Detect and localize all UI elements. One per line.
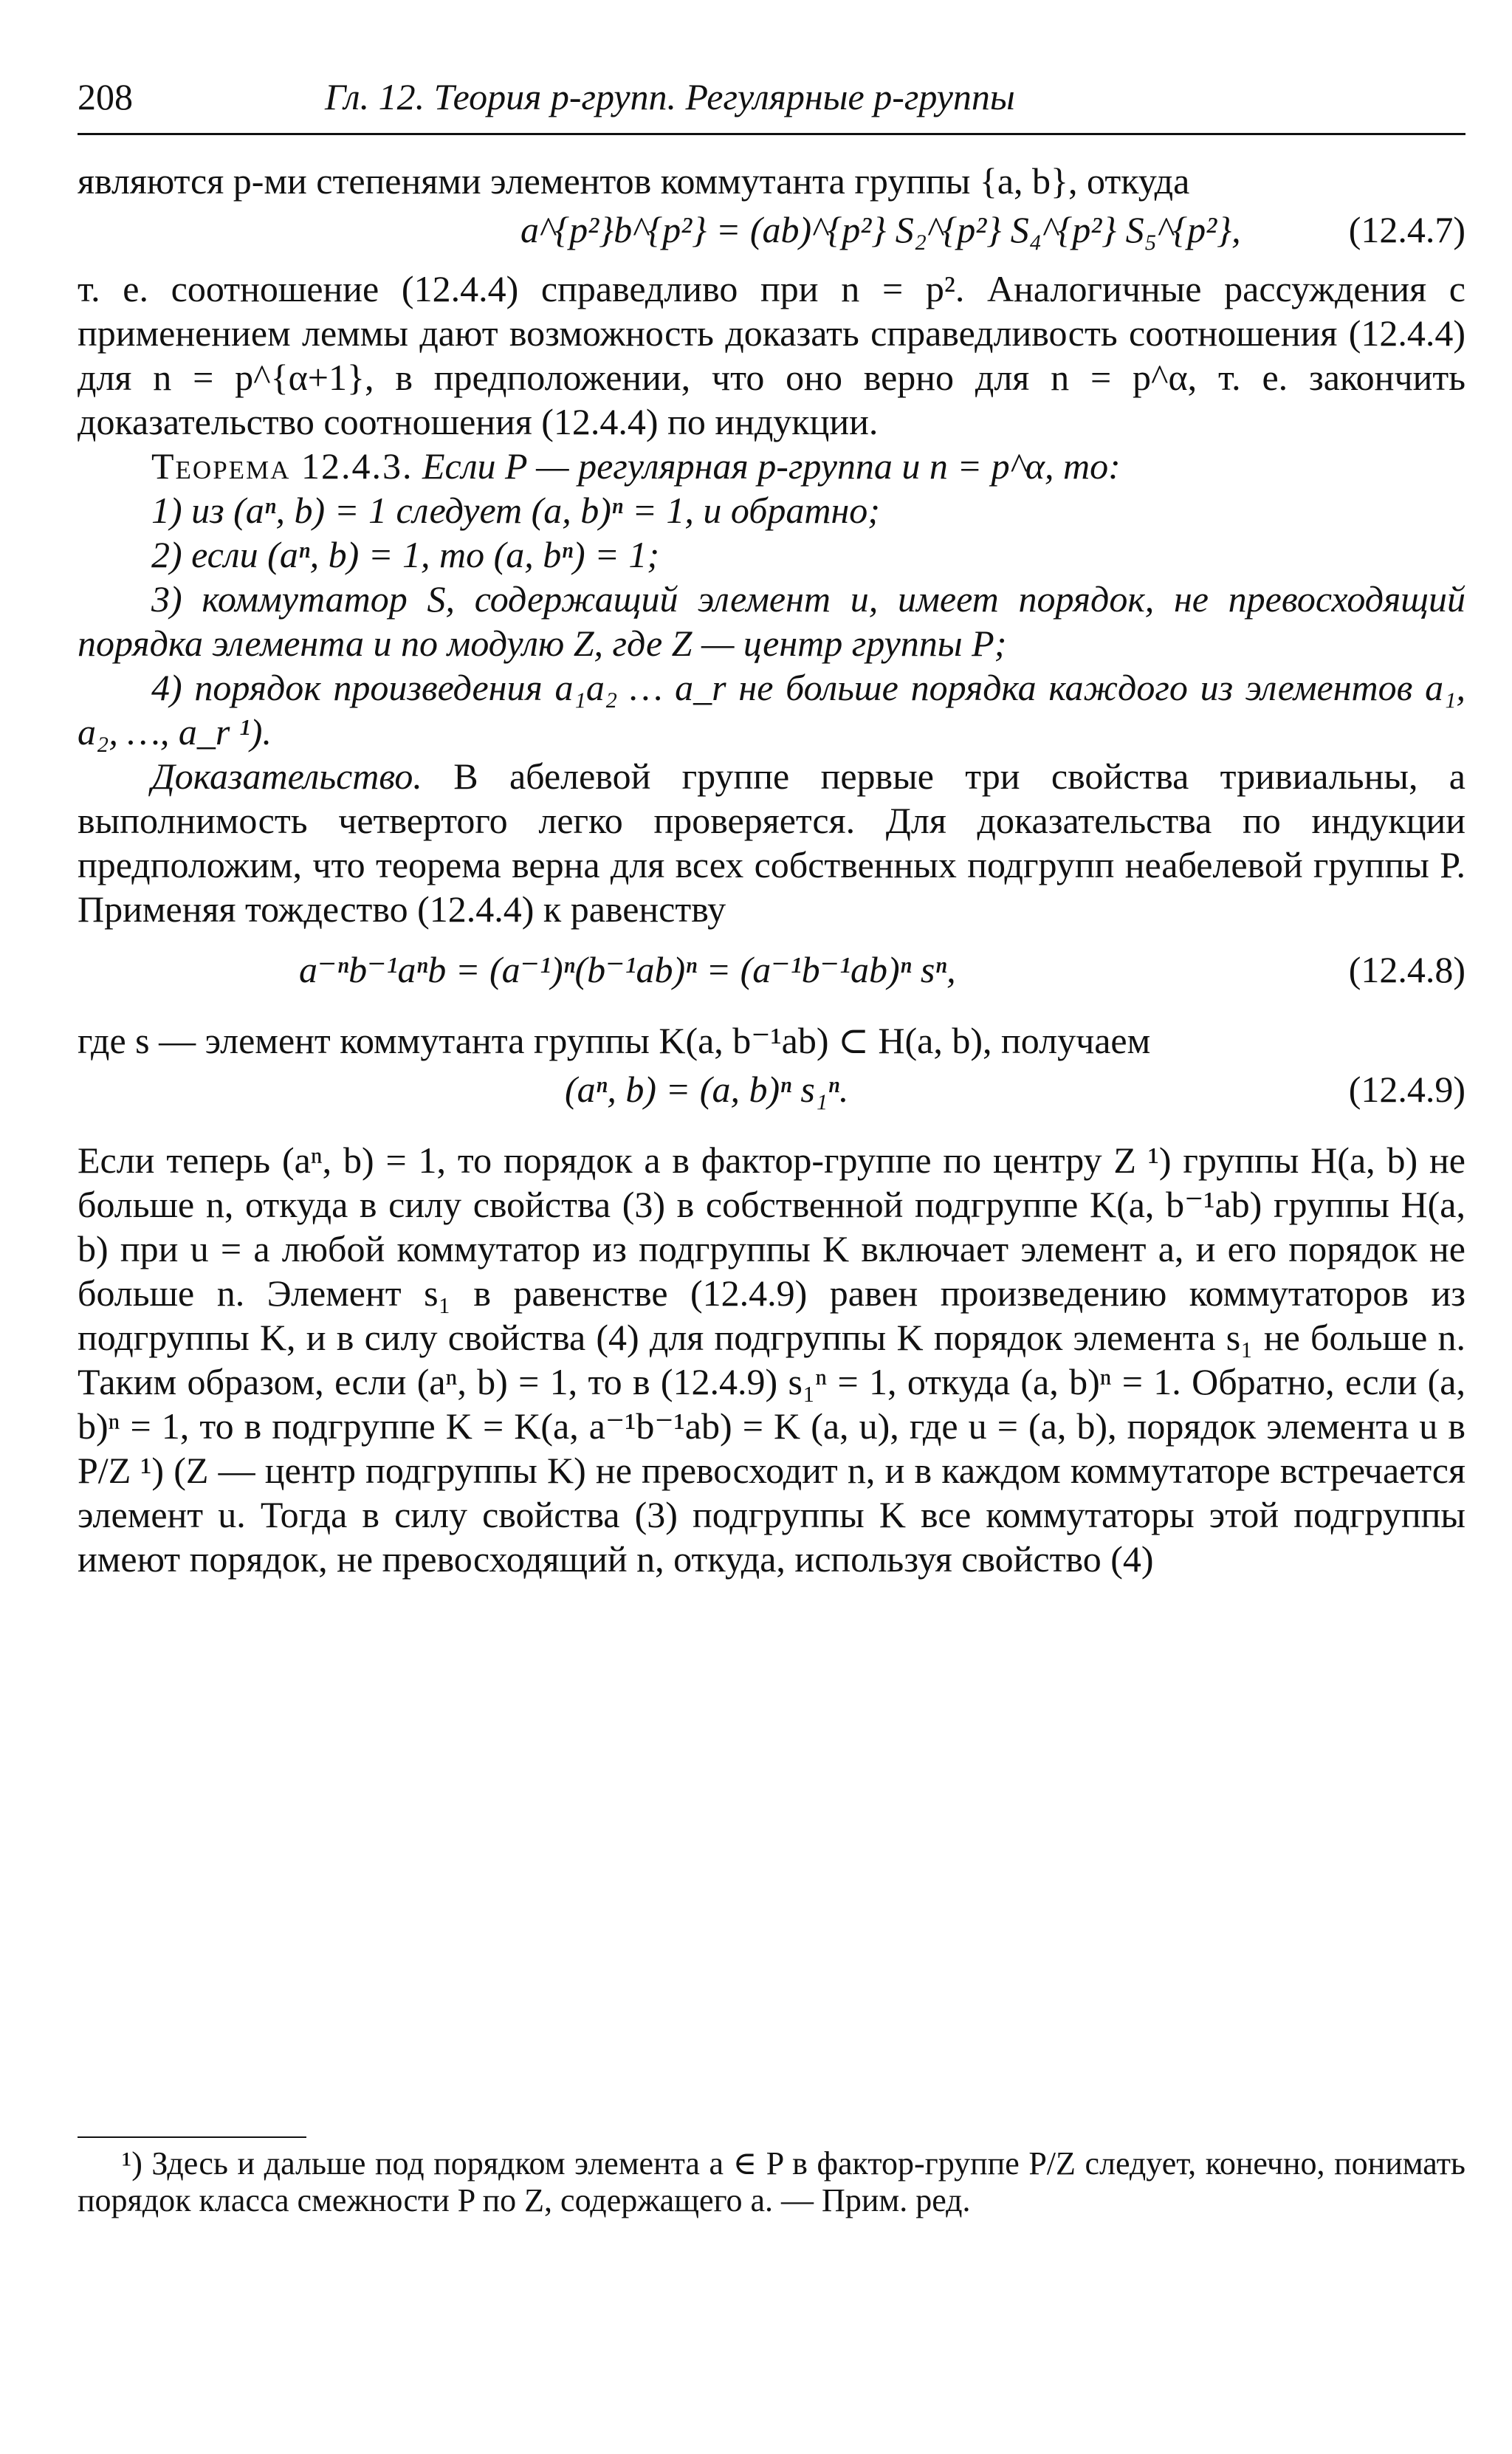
proof-text: В абелевой группе первые три свойства тривиальны, а выполнимость четвертого легко проверяется. Для доказательства по индукции предположим, что теорема верна для всех собственных подгрупп неабелевой группы P. Применяя тождество (12.4.4) к равенству (78, 755, 1466, 930)
footnote (78, 2145, 1465, 2219)
footnote-rule (78, 2136, 306, 2138)
equation-12-4-9 (78, 1067, 1465, 1119)
theorem-item-4: 4) порядок произведения a₁a₂ … a_r не больше порядка каждого из элементов a₁, a₂, …, a_r ¹). (78, 667, 1465, 753)
footnote-text: ¹) Здесь и дальше под порядком элемента a ∈ P в фактор-группе P/Z следует, конечно, понимать порядок класса смежности P по Z, содержащего a. — Прим. ред. (78, 2145, 1465, 2218)
page-header (78, 68, 1473, 127)
theorem-item-1: 1) из (aⁿ, b) = 1 следует (a, b)ⁿ = 1, и обратно; (151, 490, 880, 531)
running-title: Гл. 12. Теория p-групп. Регулярные p-группы (325, 76, 1015, 117)
equation-12-4-8 (78, 947, 1465, 999)
paragraph: Если теперь (aⁿ, b) = 1, то порядок a в фактор-группе по центру Z ¹) группы H(a, b) не больше n, откуда в силу свойства (3) в собственной подгруппе K(a, b⁻¹ab) группы H(a, b) при u = a любой коммутатор из подгруппы K включает элемент a, и его порядок не больше n. Элемент s₁ в равенстве (12.4.9) равен произведению коммутаторов из подгруппы K, и в силу свойства (4) для подгруппы K порядок элемента s₁ не больше n. Таким образом, если (aⁿ, b) = 1, то в (12.4.9) s₁ⁿ = 1, откуда (a, b)ⁿ = 1. Обратно, если (a, b)ⁿ = 1, то в подгруппе K = K(a, a⁻¹b⁻¹ab) = K (a, u), где u = (a, b), порядок элемента u в P/Z ¹) (Z — центр подгруппы K) не превосходит n, и в каждом коммутаторе встречается элемент u. Тогда в силу свойства (3) подгруппы K все коммутаторы этой подгруппы имеют порядок, не превосходящий n, откуда, используя свойство (4) (78, 1139, 1465, 1580)
proof-label: Доказательство. (151, 755, 422, 797)
theorem-item-3: 3) коммутатор S, содержащий элемент u, имеет порядок, не превосходящий порядка элемента u по модулю Z, где Z — центр группы P; (78, 578, 1465, 664)
page-body (78, 159, 1465, 1581)
equation-formula: a⁻ⁿb⁻¹aⁿb = (a⁻¹)ⁿ(b⁻¹ab)ⁿ = (a⁻¹b⁻¹ab)ⁿ sⁿ, (299, 949, 956, 990)
page-number: 208 (78, 76, 133, 117)
paragraph: являются p-ми степенями элементов коммутанта группы {a, b}, откуда (78, 160, 1190, 202)
equation-number: (12.4.9) (1348, 1069, 1465, 1110)
equation-number: (12.4.8) (1348, 949, 1465, 990)
paragraph: т. е. соотношение (12.4.4) справедливо при n = p². Аналогичные рассуждения с применением леммы дают возможность доказать справедливость соотношения (12.4.4) для n = p^{α+1}, в предположении, что оно верно для n = p^α, т. е. закончить доказательство соотношения (12.4.4) по индукции. (78, 268, 1465, 442)
equation-number: (12.4.7) (1348, 209, 1465, 250)
header-rule (78, 133, 1465, 135)
proof (78, 754, 1465, 931)
equation-formula: (aⁿ, b) = (a, b)ⁿ s₁ⁿ. (565, 1069, 849, 1110)
equation-12-4-7 (78, 208, 1465, 259)
theorem-label: Теорема 12.4.3. (151, 445, 413, 487)
theorem-item-2: 2) если (aⁿ, b) = 1, то (a, bⁿ) = 1; (151, 534, 660, 575)
theorem-statement: Если P — регулярная p-группа и n = p^α, то: (422, 445, 1121, 487)
equation-formula: a^{p²}b^{p²} = (ab)^{p²} S₂^{p²} S₄^{p²} S₅^{p²}, (520, 209, 1241, 250)
paragraph: где s — элемент коммутанта группы K(a, b⁻¹ab) ⊂ H(a, b), получаем (78, 1020, 1151, 1061)
theorem (78, 444, 1465, 488)
